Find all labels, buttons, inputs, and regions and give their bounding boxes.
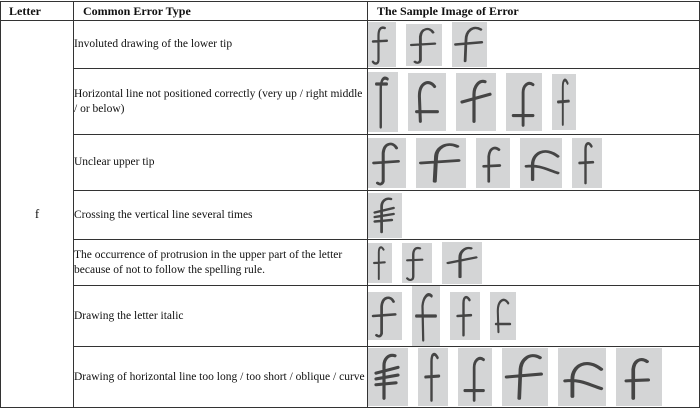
f-stroke bbox=[417, 82, 438, 121]
table-row bbox=[1, 286, 700, 347]
f-stroke bbox=[484, 148, 500, 181]
f-stroke bbox=[407, 247, 422, 279]
handwritten-f-sample bbox=[442, 242, 482, 284]
f-stroke bbox=[376, 78, 387, 127]
handwritten-f-sample bbox=[458, 348, 492, 406]
handwritten-f-sample bbox=[502, 348, 548, 406]
sample-images-cell bbox=[368, 135, 700, 191]
handwritten-f-icon bbox=[406, 24, 442, 66]
handwritten-f-icon bbox=[506, 73, 542, 131]
header-letter: Letter bbox=[1, 2, 74, 21]
table-row bbox=[1, 240, 700, 286]
handwritten-f-icon bbox=[456, 73, 496, 131]
handwritten-f-icon bbox=[402, 243, 432, 283]
handwritten-f-sample bbox=[406, 24, 442, 66]
f-stroke bbox=[580, 143, 594, 183]
f-stroke bbox=[416, 295, 436, 340]
f-stroke bbox=[373, 298, 395, 336]
handwritten-f-sample bbox=[558, 348, 606, 406]
handwritten-f-icon bbox=[490, 292, 516, 340]
handwritten-f-icon bbox=[368, 348, 408, 406]
f-stroke bbox=[421, 144, 459, 181]
handwritten-f-sample bbox=[368, 193, 402, 238]
handwritten-f-sample bbox=[520, 138, 562, 188]
f-stroke bbox=[526, 151, 558, 179]
handwritten-f-sample bbox=[490, 292, 516, 340]
handwritten-f-sample bbox=[402, 243, 432, 283]
error-type-cell: The occurrence of protrusion in the upper part of the letter because of not to follow the spelling rule. bbox=[74, 240, 368, 286]
handwritten-f-sample bbox=[450, 292, 480, 340]
handwritten-f-icon bbox=[442, 242, 482, 284]
handwritten-f-icon bbox=[452, 22, 487, 67]
handwritten-f-icon bbox=[368, 292, 402, 340]
handwritten-f-icon bbox=[368, 72, 398, 132]
table-row bbox=[1, 135, 700, 191]
handwritten-f-icon bbox=[408, 73, 446, 131]
table-row bbox=[1, 21, 700, 69]
sample-images-cell bbox=[368, 191, 700, 240]
f-stroke bbox=[375, 198, 394, 231]
error-type-cell: Crossing the vertical line several times bbox=[74, 191, 368, 240]
table-row bbox=[1, 347, 700, 408]
handwritten-f-sample bbox=[418, 348, 448, 406]
error-type-cell: Involuted drawing of the lower tip bbox=[74, 21, 368, 69]
table-row bbox=[1, 191, 700, 240]
handwritten-f-sample bbox=[416, 138, 466, 188]
f-stroke bbox=[558, 80, 569, 124]
error-type-cell: Horizontal line not positioned correctly (very up / right middle / or below) bbox=[74, 69, 368, 135]
handwritten-f-sample bbox=[368, 138, 406, 188]
f-stroke bbox=[411, 29, 434, 63]
handwritten-f-sample bbox=[616, 348, 662, 406]
f-stroke bbox=[462, 81, 490, 121]
letter-cell: f bbox=[1, 21, 74, 408]
f-stroke bbox=[456, 28, 482, 61]
error-type-cell: Drawing the letter italic bbox=[74, 286, 368, 347]
f-stroke bbox=[376, 355, 398, 398]
f-stroke bbox=[626, 360, 648, 399]
handwritten-f-icon bbox=[450, 292, 480, 340]
handwritten-f-sample bbox=[368, 72, 398, 132]
handwritten-f-icon bbox=[572, 138, 602, 188]
f-stroke bbox=[374, 247, 385, 279]
handwritten-f-icon bbox=[368, 243, 392, 283]
handwritten-f-sample bbox=[476, 138, 510, 188]
error-table bbox=[0, 1, 700, 408]
header-error-type: Common Error Type bbox=[74, 2, 368, 21]
handwritten-f-sample bbox=[552, 74, 576, 130]
handwritten-f-icon bbox=[458, 348, 492, 406]
handwritten-f-sample bbox=[368, 243, 392, 283]
handwritten-f-icon bbox=[502, 348, 548, 406]
sample-images-cell bbox=[368, 347, 700, 408]
handwritten-f-icon bbox=[416, 138, 466, 188]
handwritten-f-sample bbox=[368, 22, 396, 67]
f-stroke bbox=[448, 248, 476, 277]
handwritten-f-icon bbox=[476, 138, 510, 188]
handwritten-f-icon bbox=[418, 348, 448, 406]
table-row bbox=[1, 69, 700, 135]
f-stroke bbox=[374, 144, 399, 184]
sample-images-cell bbox=[368, 240, 700, 286]
sample-images-cell bbox=[368, 69, 700, 135]
f-stroke bbox=[507, 356, 541, 399]
handwritten-f-sample bbox=[412, 286, 440, 346]
f-stroke bbox=[373, 28, 387, 64]
handwritten-f-sample bbox=[408, 73, 446, 131]
handwritten-f-icon bbox=[616, 348, 662, 406]
handwritten-f-sample bbox=[572, 138, 602, 188]
handwritten-f-sample bbox=[506, 73, 542, 131]
f-stroke bbox=[465, 358, 484, 400]
handwritten-f-icon bbox=[558, 348, 606, 406]
f-stroke bbox=[513, 83, 533, 125]
handwritten-f-sample bbox=[452, 22, 487, 67]
f-stroke bbox=[496, 300, 510, 332]
sample-images-cell bbox=[368, 21, 700, 69]
handwritten-f-icon bbox=[412, 286, 440, 346]
handwritten-f-icon bbox=[520, 138, 562, 188]
error-type-cell: Unclear upper tip bbox=[74, 135, 368, 191]
f-stroke bbox=[565, 364, 601, 397]
handwritten-f-icon bbox=[368, 22, 396, 67]
handwritten-f-sample bbox=[368, 348, 408, 406]
handwritten-f-sample bbox=[368, 292, 402, 340]
error-type-cell: Drawing of horizontal line too long / too short / oblique / curve bbox=[74, 347, 368, 408]
handwritten-f-icon bbox=[552, 74, 576, 130]
header-row bbox=[1, 2, 700, 21]
header-sample-image: The Sample Image of Error bbox=[368, 2, 700, 21]
handwritten-f-icon bbox=[368, 193, 402, 238]
sample-images-cell bbox=[368, 286, 700, 347]
f-stroke bbox=[426, 354, 440, 400]
f-stroke bbox=[458, 297, 472, 335]
handwritten-f-icon bbox=[368, 138, 406, 188]
handwritten-f-sample bbox=[456, 73, 496, 131]
